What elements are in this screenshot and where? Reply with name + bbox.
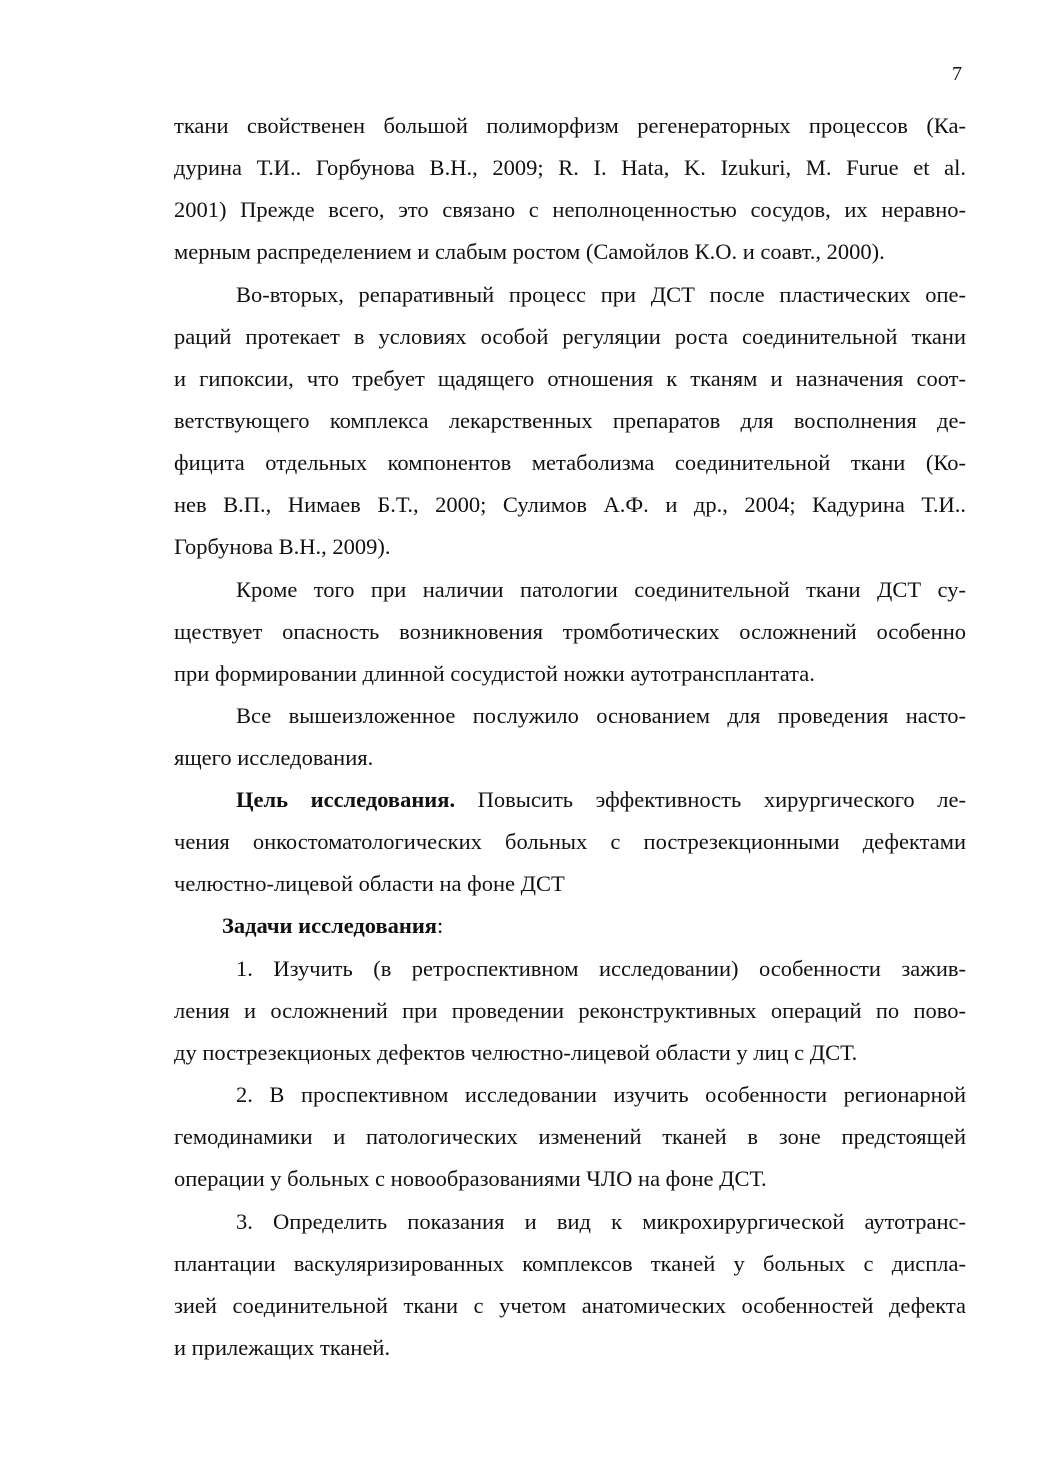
text-line: и прилежащих тканей. <box>174 1335 391 1360</box>
goal-text: Повысить эффективность хирургического ле- <box>455 787 966 812</box>
text-line: нев В.П., Нимаев Б.Т., 2000; Сулимов А.Ф. и др., 2004; Кадурина Т.И.. <box>174 492 966 517</box>
text-line: гемодинамики и патологических изменений тканей в зоне предстоящей <box>174 1124 966 1149</box>
text-line: мерным распределением и слабым ростом (Самойлов К.О. и соавт., 2000). <box>174 239 885 264</box>
text-line: плантации васкуляризированных комплексов тканей у больных с диспла- <box>174 1251 966 1276</box>
text-line: 2001) Прежде всего, это связано с неполноценностью сосудов, их неравно- <box>174 197 966 222</box>
task-line: 1. Изучить (в ретроспективном исследовании) особенности зажив- <box>236 956 966 981</box>
tasks-colon: : <box>436 913 444 938</box>
text-line: и гипоксии, что требует щадящего отношения к тканям и назначения соот- <box>174 366 966 391</box>
text-line: дурина Т.И.. Горбунова В.Н., 2009; R. I. Hata, K. Izukuri, M. Furue et al. <box>174 155 966 180</box>
page-number: 7 <box>952 63 962 85</box>
text-line: раций протекает в условиях особой регуляции роста соединительной ткани <box>174 324 966 349</box>
task-line: 2. В проспективном исследовании изучить особенности регионарной <box>236 1082 966 1107</box>
tasks-heading: Задачи исследования <box>222 913 437 938</box>
text-line: Во-вторых, репаративный процесс при ДСТ после пластических опе- <box>236 282 966 307</box>
text-line: фицита отдельных компонентов метаболизма соединительной ткани (Ко- <box>174 450 966 475</box>
text-line: зией соединительной ткани с учетом анатомических особенностей дефекта <box>174 1293 966 1318</box>
text-line: ду пострезекционых дефектов челюстно-лицевой области у лиц с ДСТ. <box>174 1040 858 1065</box>
tasks-heading-line <box>222 912 443 940</box>
text-line: чения онкостоматологических больных с пострезекционными дефектами <box>174 829 966 854</box>
text-line: операции у больных с новообразованиями ЧЛО на фоне ДСТ. <box>174 1166 767 1191</box>
text-line: Кроме того при наличии патологии соединительной ткани ДСТ су- <box>236 577 966 602</box>
task-line: 3. Определить показания и вид к микрохирургической аутотранс- <box>236 1209 966 1234</box>
text-line: ткани свойственен большой полиморфизм регенераторных процессов (Ка- <box>174 113 966 138</box>
goal-line <box>236 786 966 814</box>
text-line: Горбунова В.Н., 2009). <box>174 534 391 559</box>
text-line: ящего исследования. <box>174 745 374 770</box>
text-line: ветствующего комплекса лекарственных препаратов для восполнения де- <box>174 408 966 433</box>
text-line: челюстно-лицевой области на фоне ДСТ <box>174 871 565 896</box>
text-line: ществует опасность возникновения тромботических осложнений особенно <box>174 619 966 644</box>
goal-heading: Цель исследования. <box>236 787 456 812</box>
text-line: ления и осложнений при проведении реконструктивных операций по пово- <box>174 998 966 1023</box>
text-line: при формировании длинной сосудистой ножки аутотрансплантата. <box>174 661 815 686</box>
text-line: Все вышеизложенное послужило основанием для проведения насто- <box>236 703 966 728</box>
